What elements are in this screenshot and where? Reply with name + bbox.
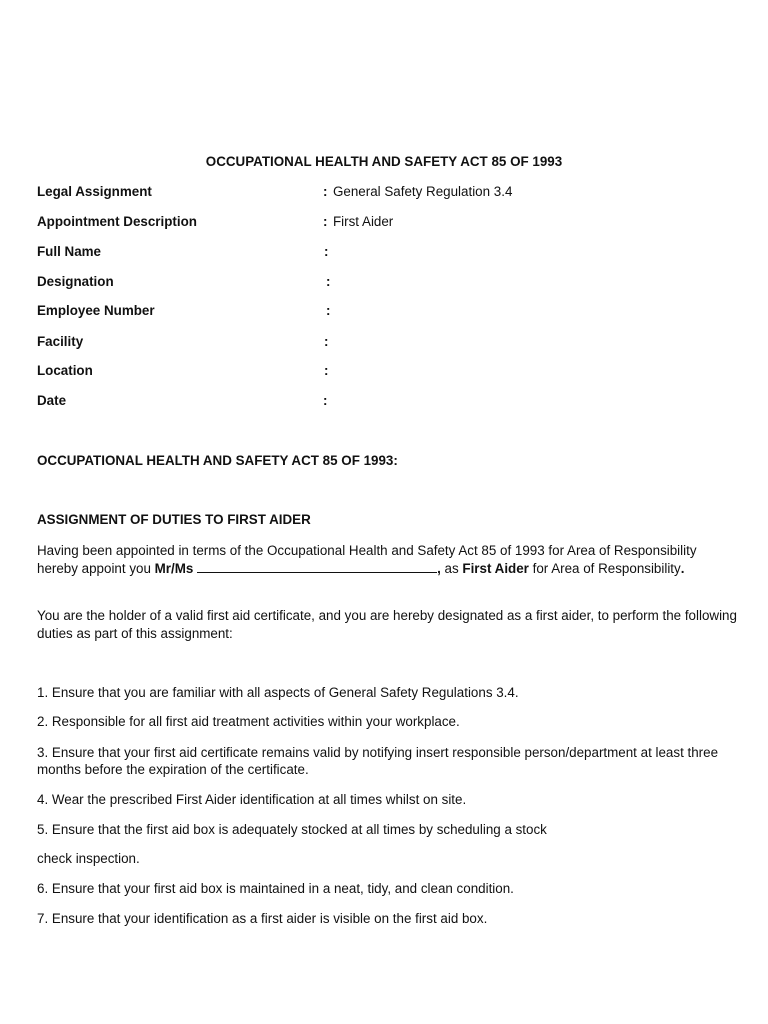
duty-item-continuation: check inspection. — [37, 851, 140, 866]
field-label: Facility — [37, 334, 84, 349]
field-row-legal-assignment — [37, 184, 737, 202]
field-label: Appointment Description — [37, 214, 197, 229]
duty-item: 1. Ensure that you are familiar with all aspects of General Safety Regulations 3.4. — [37, 685, 519, 700]
as-text: as — [440, 561, 463, 576]
field-label: Legal Assignment — [37, 184, 152, 199]
field-colon: : — [326, 303, 331, 318]
field-value: First Aider — [333, 214, 394, 229]
field-colon: : — [324, 334, 329, 349]
field-row-designation — [37, 274, 737, 292]
field-label: Full Name — [37, 244, 101, 259]
field-row-employee-number — [37, 303, 737, 321]
field-colon: : — [326, 274, 331, 289]
appointment-text: Having been appointed in terms of the Occupational Health and Safety Act 85 of 1993 for Area of Responsibility hereby appoint you — [37, 543, 697, 576]
duties-heading: ASSIGNMENT OF DUTIES TO FIRST AIDER — [37, 512, 311, 527]
comma: , — [437, 561, 441, 576]
duty-item: 5. Ensure that the first aid box is adequately stocked at all times by scheduling a stock — [37, 822, 547, 837]
field-value: General Safety Regulation 3.4 — [333, 184, 513, 199]
name-blank-line — [197, 561, 437, 573]
field-row-date — [37, 393, 737, 411]
duty-item: 7. Ensure that your identification as a first aider is visible on the first aid box. — [37, 911, 488, 926]
appointment-paragraph — [37, 542, 737, 578]
area-text: for Area of Responsibility — [528, 561, 681, 576]
field-colon: : — [324, 244, 329, 259]
role-label: First Aider — [462, 561, 529, 576]
mr-ms-label: Mr/Ms — [154, 561, 194, 576]
duty-item: 4. Wear the prescribed First Aider identification at all times whilst on site. — [37, 792, 467, 807]
field-colon: : — [323, 184, 328, 199]
field-row-appointment-description — [37, 214, 737, 232]
act-heading: OCCUPATIONAL HEALTH AND SAFETY ACT 85 OF 1993: — [37, 453, 398, 468]
period: . — [680, 561, 685, 576]
field-row-location — [37, 363, 737, 381]
field-label: Date — [37, 393, 67, 408]
duty-item: 6. Ensure that your first aid box is maintained in a neat, tidy, and clean condition. — [37, 881, 514, 896]
field-colon: : — [324, 363, 329, 378]
field-label: Employee Number — [37, 303, 155, 318]
field-colon: : — [323, 393, 328, 408]
duty-item: 3. Ensure that your first aid certificate remains valid by notifying insert responsible person/department at least three months before the expiration of the certificate. — [37, 745, 719, 777]
field-row-full-name — [37, 244, 737, 262]
field-label: Designation — [37, 274, 114, 289]
field-colon: : — [323, 214, 328, 229]
field-label: Location — [37, 363, 93, 378]
duty-item: 2. Responsible for all first aid treatment activities within your workplace. — [37, 714, 460, 729]
document-title: OCCUPATIONAL HEALTH AND SAFETY ACT 85 OF 1993 — [205, 154, 563, 169]
holder-paragraph: You are the holder of a valid first aid certificate, and you are hereby designated as a first aider, to perform the following duties as part of this assignment: — [37, 608, 737, 641]
field-row-facility — [37, 334, 737, 352]
